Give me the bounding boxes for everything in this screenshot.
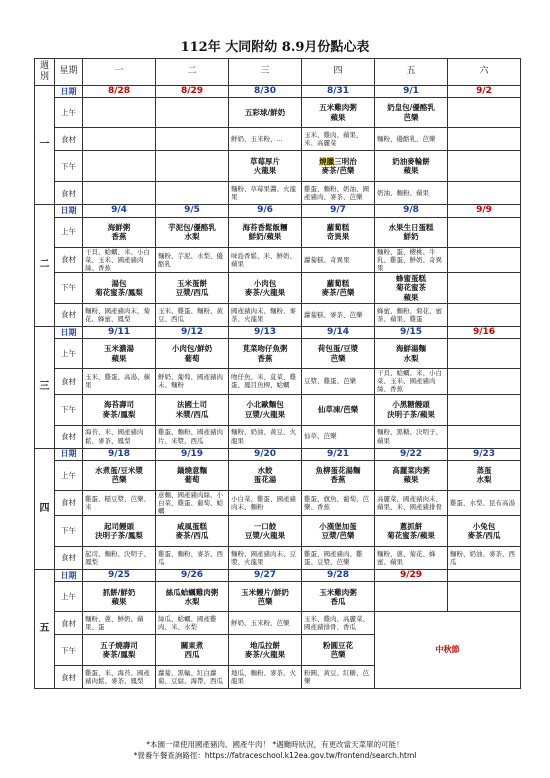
afternoon-ingredients-cell: 麵粉、國產豬肉末、豆漿、火龍果 (229, 547, 302, 570)
morning-ingredients-cell: 麵粉、蛋、櫻桃、牛乳、雞蛋、鮮奶、奇異果 (375, 247, 448, 272)
morning-snack-cell (448, 98, 521, 128)
afternoon-snack-cell: 小漢堡加蛋 豆漿/芭樂 (302, 516, 375, 547)
morning-ingredients-row (35, 128, 521, 151)
morning-ingredients-row (35, 612, 521, 635)
afternoon-ingredients-cell (83, 182, 156, 205)
morning-ingredients-row (35, 369, 521, 394)
afternoon-ingredients-row (35, 182, 521, 205)
row-label: 食材 (55, 425, 83, 448)
afternoon-snack-cell: 蘿蔔糕 麥茶/芭樂 (302, 272, 375, 303)
morning-snack-cell: 玉米雞肉粥 香瓜 (302, 582, 375, 612)
morning-snack-cell: 五彩球/鮮奶 (229, 98, 302, 128)
footnote: *本園一律使用國產豬肉、國產牛肉！ *遇颱時狀況，有更改當天菜單的可能！ (146, 740, 404, 749)
row-label: 下午 (55, 394, 83, 425)
date-cell: 9/2 (448, 86, 521, 98)
afternoon-snack-cell: 五子燒壽司 麥茶/鳳梨 (83, 635, 156, 666)
morning-snack-row (35, 460, 521, 490)
morning-snack-cell: 蘿蔔糕 奇異果 (302, 217, 375, 247)
date-cell: 9/14 (302, 326, 375, 338)
afternoon-ingredients-cell: 麵粉、國產豬肉末、菊花、蜂蜜、鳳梨 (83, 303, 156, 326)
afternoon-ingredients-row (35, 547, 521, 570)
morning-snack-cell: 抓餅/鮮奶 蘋果 (83, 582, 156, 612)
afternoon-snack-cell: 地瓜拉餅 麥茶/火龍果 (229, 635, 302, 666)
date-cell: 9/18 (83, 448, 156, 460)
date-cell: 9/5 (156, 205, 229, 217)
afternoon-snack-cell: 奶油麥輪餅 蘋果 (375, 151, 448, 182)
afternoon-snack-cell: 燒臘三明治 麥茶/芭樂 (302, 151, 375, 182)
morning-ingredients-cell (448, 128, 521, 151)
morning-ingredients-cell: 麵粉、蔥、鮮奶、蘋果、蛋 (83, 612, 156, 635)
date-cell: 9/9 (448, 205, 521, 217)
row-label: 下午 (55, 516, 83, 547)
morning-ingredients-cell: 意麵、國產豬肉絲、小白菜、雞蛋、葡萄、蛤蠣 (156, 490, 229, 515)
afternoon-ingredients-cell (448, 182, 521, 205)
morning-ingredients-cell: 干貝、蛤蠣、米、小白菜、玉米、國產豬肉絲、香蕉 (375, 369, 448, 394)
morning-ingredients-cell (83, 128, 156, 151)
page-title: 112年 大同附幼 8.9月份點心表 (180, 40, 370, 55)
date-cell: 9/25 (83, 570, 156, 582)
afternoon-ingredients-cell: 仙草、芭樂 (302, 425, 375, 448)
row-label: 食材 (55, 666, 83, 689)
morning-ingredients-cell: 雞蛋、水梨、昆布高湯 (448, 490, 521, 515)
day-header: 六 (448, 59, 521, 86)
morning-snack-cell (375, 582, 448, 612)
date-row (35, 448, 521, 460)
morning-ingredients-cell: 雞蛋、糙豆漿、芭樂、米 (83, 490, 156, 515)
afternoon-snack-cell: 關東煮 西瓜 (156, 635, 229, 666)
week-label: 四 (35, 448, 55, 570)
date-cell: 9/13 (229, 326, 302, 338)
afternoon-snack-cell (448, 151, 521, 182)
afternoon-snack-cell (448, 394, 521, 425)
date-row (35, 205, 521, 217)
row-label: 上午 (55, 339, 83, 369)
date-cell: 9/22 (375, 448, 448, 460)
afternoon-snack-cell: 蔥抓餅 菊花蜜茶/蘋果 (375, 516, 448, 547)
morning-snack-cell: 蒸蛋 水梨 (448, 460, 521, 490)
afternoon-snack-cell: 湯包 菊花蜜茶/鳳梨 (83, 272, 156, 303)
afternoon-snack-cell (448, 272, 521, 303)
day-header: 二 (156, 59, 229, 86)
afternoon-ingredients-cell: 蜂蜜、麵粉、菊花、蜜茶、蘋果、雞蛋 (375, 303, 448, 326)
date-cell: 9/20 (229, 448, 302, 460)
date-cell: 9/11 (83, 326, 156, 338)
afternoon-ingredients-cell: 蘿蔔糕、麥茶、芭樂 (302, 303, 375, 326)
date-cell: 9/4 (83, 205, 156, 217)
row-label: 下午 (55, 272, 83, 303)
afternoon-ingredients-cell: 麵粉、黑糖、決明子、蘋果 (375, 425, 448, 448)
header-row (35, 59, 521, 86)
row-label: 食材 (55, 612, 83, 635)
date-cell: 9/19 (156, 448, 229, 460)
afternoon-ingredients-row (35, 425, 521, 448)
morning-ingredients-cell: 高麗菜、國產豬肉末、蘋果、米、國產豬排骨 (375, 490, 448, 515)
morning-snack-cell: 海鮮湯麵 水梨 (375, 339, 448, 369)
afternoon-snack-cell (83, 151, 156, 182)
date-cell: 9/6 (229, 205, 302, 217)
date-cell: 9/21 (302, 448, 375, 460)
afternoon-snack-cell: 法國土司 米漿/西瓜 (156, 394, 229, 425)
afternoon-ingredients-cell (156, 182, 229, 205)
date-label: 日期 (55, 86, 83, 98)
holiday-cell: 中秋節 (375, 612, 521, 689)
afternoon-ingredients-cell: 麵粉、蔥、菊花、蜂蜜、蘋果 (375, 547, 448, 570)
date-cell: 9/8 (375, 205, 448, 217)
afternoon-ingredients-cell: 奶油、麵粉、蘋果 (375, 182, 448, 205)
date-cell: 9/16 (448, 326, 521, 338)
week-label: 五 (35, 570, 55, 689)
morning-snack-row (35, 98, 521, 128)
footnotes (0, 740, 550, 761)
day-header: 四 (302, 59, 375, 86)
afternoon-snack-cell: 咸風蛋糕 麥茶/西瓜 (156, 516, 229, 547)
morning-snack-cell: 海鮮粥 香蕉 (83, 217, 156, 247)
date-row (35, 326, 521, 338)
morning-snack-cell (156, 98, 229, 128)
afternoon-ingredients-cell: 麵粉、草莓果醬、火龍果 (229, 182, 302, 205)
morning-ingredients-cell: 蘿蔔糕、奇異果 (302, 247, 375, 272)
morning-ingredients-cell: 吻仔魚、米、莧菜、雞蛋、鳳目魚柳、蛤蠣 (229, 369, 302, 394)
date-cell: 9/12 (156, 326, 229, 338)
date-cell: 8/30 (229, 86, 302, 98)
afternoon-snack-cell: 玉米蛋餅 豆漿/西瓜 (156, 272, 229, 303)
snack-menu-table (34, 58, 521, 689)
row-label: 食材 (55, 247, 83, 272)
morning-snack-cell: 水煮蛋/豆米漿 芭樂 (83, 460, 156, 490)
date-cell: 9/23 (448, 448, 521, 460)
row-label: 食材 (55, 547, 83, 570)
week-label: 二 (35, 205, 55, 327)
morning-ingredients-cell: 小白菜、雞蛋、國產豬肉末、麵粉 (229, 490, 302, 515)
morning-snack-cell (83, 98, 156, 128)
row-label: 食材 (55, 182, 83, 205)
afternoon-ingredients-cell: 麵粉、奶油、黃豆、火龍果 (229, 425, 302, 448)
morning-ingredients-cell: 玉米、雞蛋、高湯、蘋果 (83, 369, 156, 394)
row-label: 下午 (55, 151, 83, 182)
row-label: 上午 (55, 217, 83, 247)
afternoon-ingredients-cell: 雞蛋、麵粉、麥茶、西瓜 (156, 547, 229, 570)
afternoon-snack-cell: 小北歐麵包 豆漿/火龍果 (229, 394, 302, 425)
morning-snack-cell (448, 582, 521, 612)
morning-snack-cell: 魚柳蛋花湯麵 香蕉 (302, 460, 375, 490)
afternoon-ingredients-cell (448, 425, 521, 448)
date-label: 日期 (55, 326, 83, 338)
morning-ingredients-cell: 麵粉、優酪乳、芭樂 (375, 128, 448, 151)
morning-ingredients-cell: 玉米、雞肉、高麗菜、國產豬排骨、香瓜 (302, 612, 375, 635)
morning-ingredients-cell: 干貝、蛤蠣、米、小白菜、玉米、國產豬肉絲、香蕉 (83, 247, 156, 272)
morning-snack-cell: 海苔香鬆飯糰 鮮奶/蘋果 (229, 217, 302, 247)
date-cell (448, 570, 521, 582)
row-label: 上午 (55, 98, 83, 128)
morning-ingredients-cell: 絲瓜、蛤蠣、國產雞肉、米、水梨 (156, 612, 229, 635)
afternoon-ingredients-cell: 雞蛋、國產豬肉、雞蛋、豆漿、芭樂 (302, 547, 375, 570)
morning-snack-cell: 小肉包/鮮奶 葡萄 (156, 339, 229, 369)
morning-snack-cell: 芋泥包/優酪乳 水梨 (156, 217, 229, 247)
week-label: 一 (35, 86, 55, 205)
afternoon-ingredients-cell (448, 303, 521, 326)
afternoon-ingredients-cell: 海苔、米、國產豬肉鬆、麥茶、鳳梨 (83, 425, 156, 448)
date-cell: 9/26 (156, 570, 229, 582)
morning-snack-row (35, 217, 521, 247)
morning-snack-cell: 水果生日蛋糕 鮮奶 (375, 217, 448, 247)
date-row (35, 86, 521, 98)
afternoon-ingredients-cell: 雞蛋、米、海苔、國產豬肉鬆、麥茶、鳳梨 (83, 666, 156, 689)
row-label: 食材 (55, 303, 83, 326)
morning-ingredients-cell: 鮮奶、玉米粉、... (229, 128, 302, 151)
afternoon-ingredients-cell: 國產豬肉末、麵粉、麥茶、火龍果 (229, 303, 302, 326)
afternoon-ingredients-cell: 粉圓、黃豆、紅糖、芭樂 (302, 666, 375, 689)
morning-snack-cell: 鍋燒意麵 葡萄 (156, 460, 229, 490)
afternoon-snack-cell: 小肉包 麥茶/火龍果 (229, 272, 302, 303)
morning-ingredients-cell: 鮮奶、葡萄、國產豬肉末、麵粉 (156, 369, 229, 394)
morning-ingredients-row (35, 247, 521, 272)
morning-snack-cell: 水餃 蛋花湯 (229, 460, 302, 490)
afternoon-snack-row (35, 272, 521, 303)
date-cell: 9/28 (302, 570, 375, 582)
afternoon-snack-row (35, 516, 521, 547)
morning-ingredients-cell: 豆漿、雞蛋、芭樂 (302, 369, 375, 394)
afternoon-ingredients-cell: 雞蛋、麵粉、奶油、國產豬肉、麥茶、芭樂 (302, 182, 375, 205)
afternoon-snack-cell: 草莓厚片 火龍果 (229, 151, 302, 182)
morning-ingredients-cell: 鮮奶、玉米粉、芭樂 (229, 612, 302, 635)
row-label: 下午 (55, 635, 83, 666)
day-header: 五 (375, 59, 448, 86)
morning-snack-row (35, 339, 521, 369)
row-label: 食材 (55, 128, 83, 151)
date-cell: 8/28 (83, 86, 156, 98)
afternoon-snack-cell: 仙草凍/芭樂 (302, 394, 375, 425)
afternoon-ingredients-cell: 起司、麵粉、決明子、鳳梨 (83, 547, 156, 570)
morning-ingredients-cell (156, 128, 229, 151)
afternoon-snack-cell: 海苔壽司 麥茶/鳳梨 (83, 394, 156, 425)
afternoon-snack-cell: 蜂蜜蛋糕 菊花蜜茶 蘋果 (375, 272, 448, 303)
morning-snack-cell (448, 339, 521, 369)
week-header: 週別 (35, 59, 55, 86)
morning-ingredients-cell: 味島香鬆、米、鮮奶、蘋果 (229, 247, 302, 272)
afternoon-snack-cell (156, 151, 229, 182)
afternoon-ingredients-cell: 雞蛋、麵粉、國產豬肉片、米漿、西瓜 (156, 425, 229, 448)
row-label: 食材 (55, 369, 83, 394)
morning-snack-cell: 玉米饅片/鮮奶 芭樂 (229, 582, 302, 612)
morning-ingredients-cell: 雞蛋、旗魚、葡萄、芭樂、香蕉 (302, 490, 375, 515)
afternoon-ingredients-row (35, 303, 521, 326)
date-label: 日期 (55, 448, 83, 460)
day-header: 三 (229, 59, 302, 86)
date-cell: 9/29 (375, 570, 448, 582)
morning-snack-cell: 五米雞肉粥 蘋果 (302, 98, 375, 128)
afternoon-ingredients-cell: 地瓜、麵粉、麥茶、火龍果 (229, 666, 302, 689)
morning-ingredients-cell: 麵粉、芋泥、水梨、優酪乳 (156, 247, 229, 272)
date-cell: 9/7 (302, 205, 375, 217)
afternoon-snack-cell: 小兔包 麥茶/西瓜 (448, 516, 521, 547)
day-header: 一 (83, 59, 156, 86)
morning-snack-cell (448, 217, 521, 247)
date-cell: 8/29 (156, 86, 229, 98)
afternoon-snack-cell: 小黑糖饅頭 決明子茶/蘋果 (375, 394, 448, 425)
date-cell: 9/1 (375, 86, 448, 98)
date-row (35, 570, 521, 582)
morning-snack-cell: 玉米濃湯 蘋果 (83, 339, 156, 369)
afternoon-snack-row (35, 151, 521, 182)
row-label: 上午 (55, 460, 83, 490)
afternoon-ingredients-cell: 蘿蔔、黑輪、紅白蘿蔔、豆腐、海帶、西瓜 (156, 666, 229, 689)
row-label: 上午 (55, 582, 83, 612)
footnote: *營養午餐查詢路徑：https://fatraceschool.k12ea.gov.tw/frontend/search.html (133, 750, 417, 760)
morning-ingredients-cell: 玉米、雞肉、蘋果、米、高麗菜 (302, 128, 375, 151)
afternoon-snack-row (35, 394, 521, 425)
afternoon-snack-cell: 起司饅頭 決明子茶/鳳梨 (83, 516, 156, 547)
morning-ingredients-cell (448, 369, 521, 394)
date-label: 日期 (55, 570, 83, 582)
afternoon-ingredients-cell: 玉米、雞蛋、麵粉、黃豆、西瓜 (156, 303, 229, 326)
afternoon-snack-cell: 一口餃 豆漿/火龍果 (229, 516, 302, 547)
morning-snack-row (35, 582, 521, 612)
morning-snack-cell: 高麗菜肉粥 蘋果 (375, 460, 448, 490)
date-cell: 9/27 (229, 570, 302, 582)
morning-snack-cell: 莧菜吻仔魚粥 香蕉 (229, 339, 302, 369)
morning-snack-cell: 奶皇包/優酪乳 芭樂 (375, 98, 448, 128)
morning-snack-cell: 絲瓜蛤蠣雞肉粥 水梨 (156, 582, 229, 612)
week-label: 三 (35, 326, 55, 448)
date-label: 日期 (55, 205, 83, 217)
date-cell: 9/15 (375, 326, 448, 338)
afternoon-ingredients-cell: 麵粉、奶油、麥茶、西瓜 (448, 547, 521, 570)
morning-ingredients-row (35, 490, 521, 515)
row-label: 食材 (55, 490, 83, 515)
morning-snack-cell: 荷包蛋/豆漿 芭樂 (302, 339, 375, 369)
morning-ingredients-cell (448, 247, 521, 272)
afternoon-snack-cell: 粉圓豆花 芭樂 (302, 635, 375, 666)
day-label-header: 星期 (55, 59, 83, 86)
date-cell: 8/31 (302, 86, 375, 98)
